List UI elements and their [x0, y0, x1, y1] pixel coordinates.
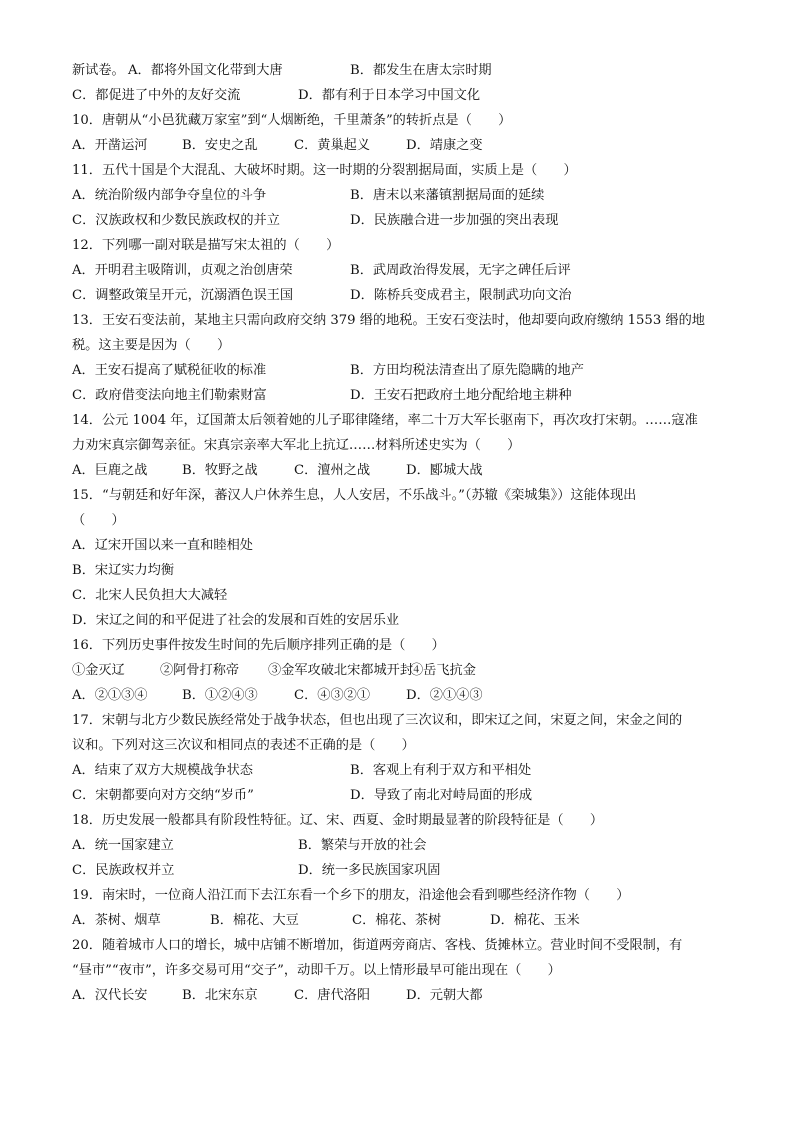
q14-option-a: A．巨鹿之战 [72, 463, 148, 478]
q11-option-b: B．唐末以来藩镇割据局面的延续 [350, 188, 545, 203]
q18-option-a: A．统一国家建立 [72, 838, 174, 853]
q12-stem: 12．下列哪一副对联是描写宋太祖的（ ） [72, 238, 340, 253]
q10-option-d: D．靖康之变 [406, 138, 483, 153]
q18-options-row2 [72, 858, 732, 883]
q9-line2 [72, 83, 732, 108]
q15-option-c: C．北宋人民负担大大减轻 [72, 588, 228, 603]
q16-stem: 16．下列历史事件按发生时间的先后顺序排列正确的是（ ） [72, 638, 445, 653]
q16-event-1: ①金灭辽 [72, 663, 125, 678]
q16-option-b: B．①②④③ [182, 688, 258, 703]
q12-option-d: D．陈桥兵变成君主，限制武功向文治 [350, 288, 572, 303]
q9-option-a: A．都将外国文化带到大唐 [128, 63, 283, 78]
q16-option-c: C．④③②① [294, 688, 371, 703]
q13-option-a: A．王安石提高了赋税征收的标准 [72, 363, 267, 378]
q9-continuation: 新试卷。 [72, 63, 125, 78]
q16-event-4: ④岳飞抗金 [410, 663, 476, 678]
q16-event-3: ③金军攻破北宋都城开封 [268, 663, 414, 678]
q20-option-a: A．汉代长安 [72, 988, 148, 1003]
q17-option-d: D．导致了南北对峙局面的形成 [350, 788, 533, 803]
q12-options-row1 [72, 258, 732, 283]
q18-option-b: B．繁荣与开放的社会 [298, 838, 427, 853]
q13-options-row2 [72, 383, 732, 408]
q15-option-a: A．辽宋开国以来一直和睦相处 [72, 538, 253, 553]
q18-stem: 18．历史发展一般都具有阶段性特征。辽、宋、西夏、金时期最显著的阶段特征是（ ） [72, 813, 604, 828]
q18-option-c: C．民族政权并立 [72, 863, 175, 878]
q20-stem-line1: 20．随着城市人口的增长，城中店铺不断增加，街道两旁商店、客栈、货摊林立。营业时间不受限制，有 [72, 938, 683, 953]
q13-option-c: C．政府借变法向地主们勒索财富 [72, 388, 267, 403]
q20-option-c: C．唐代洛阳 [294, 988, 371, 1003]
q20-option-d: D．元朝大都 [406, 988, 483, 1003]
q14-stem-line2: 力劝宋真宗御驾亲征。宋真宗亲率大军北上抗辽……材料所述史实为（ ） [72, 438, 521, 453]
q9-line1 [72, 58, 732, 83]
q17-option-a: A．结束了双方大规模战争状态 [72, 763, 253, 778]
q19-option-d: D．棉花、玉米 [490, 913, 580, 928]
q15-stem-line2: （ ） [72, 513, 125, 528]
q11-option-a: A．统治阶级内部争夺皇位的斗争 [72, 188, 267, 203]
q20-options [72, 983, 732, 1008]
q13-stem-line1: 13．王安石变法前，某地主只需向政府交纳 379 缗的地税。王安石变法时，他却要向政府缴纳 1553 缗的地 [72, 313, 705, 328]
q18-option-d: D．统一多民族国家巩固 [298, 863, 441, 878]
q11-option-d: D．民族融合进一步加强的突出表现 [350, 213, 559, 228]
q15-stem-line1: 15．“与朝廷和好年深，蕃汉人户休养生息，人人安居，不乐战斗。”（苏辙《栾城集》）这能体现出 [72, 488, 637, 503]
q19-stem: 19．南宋时，一位商人沿江而下去江东看一个乡下的朋友，沿途他会看到哪些经济作物（ ） [72, 888, 630, 903]
q13-options-row1 [72, 358, 732, 383]
q14-option-b: B．牧野之战 [182, 463, 258, 478]
q16-option-d: D．②①④③ [406, 688, 483, 703]
q14-options [72, 458, 732, 483]
q17-option-b: B．客观上有利于双方和平相处 [350, 763, 532, 778]
q19-options [72, 908, 732, 933]
q9-option-d: D．都有利于日本学习中国文化 [298, 88, 481, 103]
q10-option-a: A．开凿运河 [72, 138, 148, 153]
q10-stem: 10．唐朝从“小邑犹藏万家室”到“人烟断绝，千里萧条”的转折点是（ ） [72, 113, 512, 128]
q14-option-c: C．澶州之战 [294, 463, 371, 478]
q16-events [72, 658, 732, 683]
q20-option-b: B．北宋东京 [182, 988, 258, 1003]
q10-option-b: B．安史之乱 [182, 138, 258, 153]
q17-stem-line1: 17．宋朝与北方少数民族经常处于战争状态，但也出现了三次议和，即宋辽之间，宋夏之间，宋金之间的 [72, 713, 683, 728]
q11-options-row2 [72, 208, 732, 233]
q17-options-row2 [72, 783, 732, 808]
q9-option-b: B．都发生在唐太宗时期 [350, 63, 492, 78]
q19-option-b: B．棉花、大豆 [210, 913, 299, 928]
q15-option-b: B．宋辽实力均衡 [72, 563, 175, 578]
q11-options-row1 [72, 183, 732, 208]
q13-option-b: B．方田均税法清查出了原先隐瞒的地产 [350, 363, 584, 378]
q17-stem-line2: 议和。下列对这三次议和相同点的表述不正确的是（ ） [72, 738, 415, 753]
q17-options-row1 [72, 758, 732, 783]
q14-stem-line1: 14．公元 1004 年，辽国萧太后领着她的儿子耶律隆绪，率二十万大军长驱南下，再次攻打宋朝。……寇准 [72, 413, 698, 428]
q11-option-c: C．汉族政权和少数民族政权的并立 [72, 213, 280, 228]
q17-option-c: C．宋朝都要向对方交纳“岁币” [72, 788, 254, 803]
q12-option-c: C．调整政策呈开元，沉溺酒色误王国 [72, 288, 294, 303]
q15-option-d: D．宋辽之间的和平促进了社会的发展和百姓的安居乐业 [72, 613, 400, 628]
q10-option-c: C．黄巢起义 [294, 138, 371, 153]
q16-option-a: A．②①③④ [72, 688, 148, 703]
q16-event-2: ②阿骨打称帝 [160, 663, 240, 678]
q19-option-a: A．茶树、烟草 [72, 913, 161, 928]
q12-option-a: A．开明君主吸隋训，贞观之治创唐荣 [72, 263, 293, 278]
q20-stem-line2: “昼市”“夜市”，许多交易可用“交子”，动即千万。以上情形最早可能出现在（ ） [72, 963, 561, 978]
q12-options-row2 [72, 283, 732, 308]
q13-option-d: D．王安石把政府土地分配给地主耕种 [350, 388, 572, 403]
q10-options [72, 133, 732, 158]
q13-stem-line2: 税。这主要是因为（ ） [72, 338, 231, 353]
q9-option-c: C．都促进了中外的友好交流 [72, 88, 241, 103]
q12-option-b: B．武周政治得发展，无字之碑任后评 [350, 263, 571, 278]
q19-option-c: C．棉花、茶树 [352, 913, 442, 928]
q14-option-d: D．郾城大战 [406, 463, 483, 478]
exam-page [72, 58, 732, 1008]
q11-stem: 11．五代十国是个大混乱、大破坏时期。这一时期的分裂割据局面，实质上是（ ） [72, 163, 577, 178]
q16-options [72, 683, 732, 708]
q18-options-row1 [72, 833, 732, 858]
